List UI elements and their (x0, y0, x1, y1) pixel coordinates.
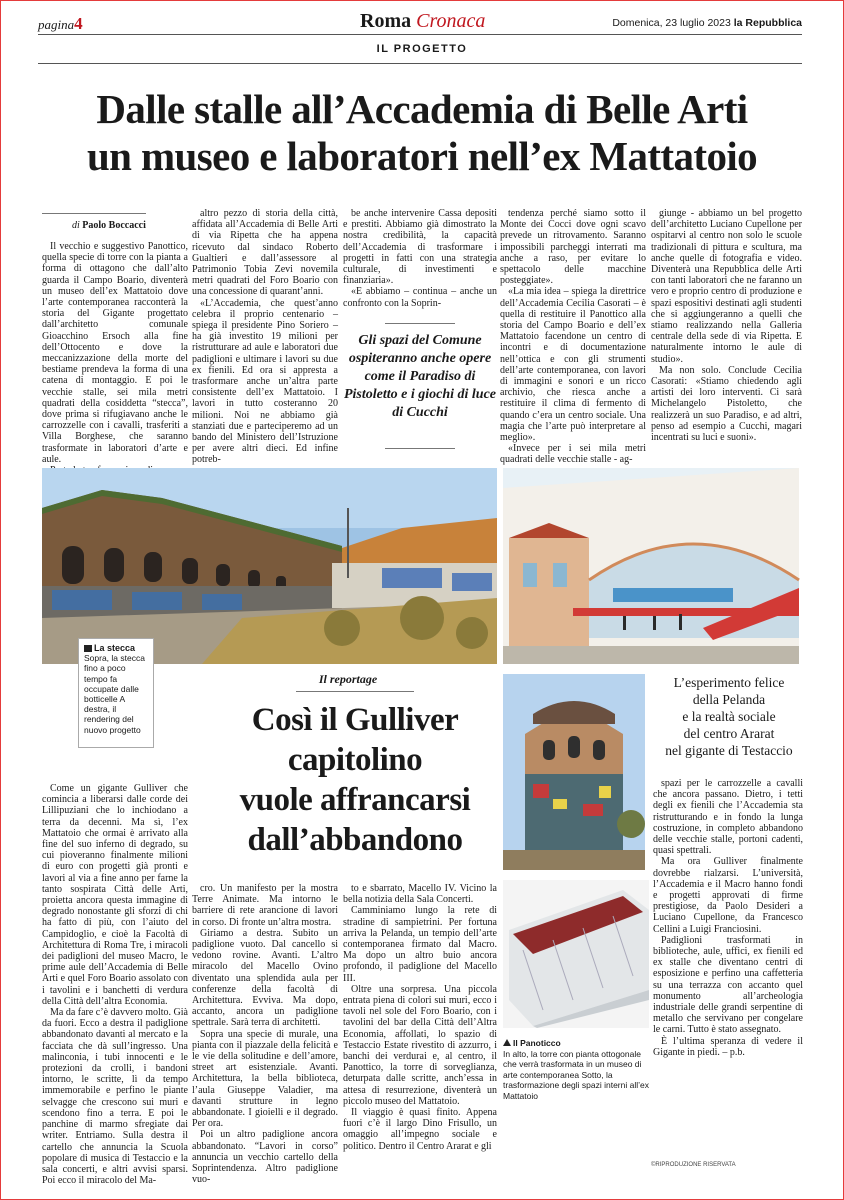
headline-line-1: Dalle stalle all’Accademia di Belle Arti (96, 86, 748, 132)
article1-col5: giunge - abbiamo un bel progetto dell’architetto Luciano Cupellone per ospitarvi al centro non solo le scuole tradizionali di pittura e scultura, ma anche quelle di fotografia e video. Diventerà una Repubblica delle Arti con tanti laboratori che ne faranno un vero e proprio centro di produzione e spazi espositivi destinati agli studenti che si aggiungeranno a quelli che stiamo realizzando nella Galleria centrale della sede di via Ripetta. E naturalmente intorno le aule di studio». Ma non solo. Conclude Cecilia Casorati: «Stiamo chiedendo agli artisti dei loro interventi. Ci sarà Michelangelo Pistoletto, che realizzerà un suo Paradiso, e ad altri, penso ad esempio a Cucchi, magari incentrati su luci e suoni». (651, 208, 802, 444)
byline (72, 220, 212, 231)
side-title-line-4: del centro Ararat (683, 726, 775, 741)
side-title (650, 674, 808, 759)
page-digit: 4 (74, 14, 83, 33)
reportage-title-line-4: dall’abbandono (247, 822, 463, 858)
copyright-note: ©RIPRODUZIONE RISERVATA (651, 1162, 736, 1168)
photo-stecca (42, 468, 497, 664)
side-title-line-3: e la realtà sociale (682, 709, 776, 724)
caption-panottico-text: In alto, la torre con pianta ottogonale che verrà trasformata in un museo di arte contemporanea Sotto, la trasformazione degli spazi interni all’ex Mattatoio (503, 1048, 649, 1101)
side-title-line-2: della Pelanda (692, 692, 766, 707)
article1-col1: Il vecchio e suggestivo Panottico, quella specie di torre con la pianta a forma di ottagono che dall’alto guarda il Campo Boario, diventerà un museo dell’ex Mattatoio dove l’arte contemporanea racconterà la storia del Gigante progettato dall’architetto comunale Gioacchino Ersoch alla fine dell’Ottocento e dove la meccanizzazione della morte del bestiame prendeva la forma di una catena di montaggio. E poi le vecchie stalle, sei mila metri quadrati della cosiddetta “stecca”, dove prima si rifugiavano anche le carrozzelle con i cavalli, trasferiti a Villa Borghese, che saranno trasformate in laboratori d’arte e aule. (42, 241, 188, 465)
render-interior (503, 880, 649, 1028)
article1-col3: be anche intervenire Cassa depositi e prestiti. Abbiamo già dimostrato la nostra credibilità, la capacità dell’Accademia di trasformare i progetti in fatti con una strategia culturale, di investimenti e finanziaria». «E abbiamo – continua – anche un confronto con la Soprin- (343, 208, 497, 309)
quote-rule-bottom (385, 448, 455, 449)
section-title (360, 10, 485, 33)
side-title-line-1: L’esperimento felice (673, 675, 785, 690)
article1-col4: tendenza perché siamo sotto il Monte dei Cocci dove ogni scavo prevede un ritrovamento. Saranno impossibili parcheggi interrati ma anche a raso, per evitare lo spettacolo delle macchine posteggiate». «La mia idea – spiega la direttrice dell’Accademia Cecilia Casorati – è quella di restituire il Panottico alla storia del Campo Boario e dell’ex Mattatoio facendone un centro di incontri e di documentazione nell’ottica e con gli strumenti dell’arte contemporanea, con lavori di immagini e sonori e un ricco archivio, che riesca anche a restituire il clima di fermento di quando c’era un centro sociale. Una magia che l’arte può interpretare al meglio». «Invece per i sei mila metri quadrati delle vecchie stalle - ag- (500, 208, 646, 466)
camera-icon (84, 645, 92, 652)
stecca-render-image (503, 468, 799, 664)
reportage-title-line-1: Così il Gulliver (251, 702, 459, 738)
header-rule (38, 34, 802, 35)
article2-col3: to e sbarrato, Macello IV. Vicino la bella notizia della Sala Concerti. Camminiamo lungo la rete di stradine di sampietrini. Per fortuna arriva la Pelanda, un tempio dell’arte contemporanea firmato dal Macro. Ma dopo un altro buio ancora profondo, il padiglione del Macello III. Oltre una sorpresa. Una piccola entrata piena di colori sui muri, ecco i tavoli nel sole del Foro Boario, con i tavolini del bar della Città dell’Altra Economia, affollati, lo spazio di Testaccio Estate rivestito di azzurro, i banchi dei verdurai e, al centro, il Panottico, la torre di sorveglianza, deturpata dalle scritte, anch’essa in attesa di resurrezione, diventerà un piccolo museo del Mattatoio. Il viaggio è quasi finito. Appena fuori c’è il largo Dino Frisullo, un omaggio all’impegno sociale e politico. Dentro il Centro Ararat e gli (343, 883, 497, 1152)
page-number (38, 14, 83, 34)
kicker: IL PROGETTO (376, 43, 468, 55)
reportage-title-line-3: vuole affrancarsi (239, 782, 471, 818)
article2-col2: cro. Un manifesto per la mostra Terre Animate. Ma intorno le barriere di rete arancione di lavori in corso. Di fronte un’altra mostra. Giriamo a destra. Subito un padiglione vuoto. Dal cancello si vedono rovine. Avanti. L’altro miracolo del Macello Ovino diventato una splendida aula per conferenze della facoltà di Architettura. Evviva. Ma dopo, accanto, ancora un padiglione spettrale. Sarà terra di architetti. Sopra una specie di murale, una pianta con il piazzale della felicità e le vie della solitudine e dell’amore, street art esistenziale. Avanti. Architettura, la bella biblioteca, l’aula Giuseppe Valadier, ma davanti strutture in legno abbandonate. I gioielli e il degrado. Per ora. Poi un altro padiglione ancora abbandonato. “Lavori in corso” annuncia un vecchio cartello della Soprintendenza. Altro padiglione vuo- (192, 883, 338, 1186)
section-name: Roma (360, 10, 412, 32)
interior-render-image (503, 880, 649, 1028)
caption-stecca (78, 638, 154, 748)
byline-rule (42, 213, 146, 214)
reportage-title (210, 700, 500, 860)
panottico-photo-image (503, 674, 645, 870)
issue-date: Domenica, 23 luglio 2023 (612, 17, 731, 29)
kicker-rule (38, 63, 802, 64)
photo-panottico (503, 674, 645, 870)
caption-stecca-title: La stecca (94, 643, 136, 653)
byline-author: Paolo Boccacci (82, 220, 146, 231)
headline-line-2: un museo e laboratori nell’ex Mattatoio (86, 133, 758, 179)
article2-col4: spazi per le carrozzelle a cavalli che ancora passano. Dietro, i tetti degli ex fienili che l’Accademia sta ristrutturando e in fondo la lunga costruzione, in completo abbandono delle vecchie stalle, portoni cadenti, quasi spettrali. Ma ora Gulliver finalmente dovrebbe rialzarsi. L’università, l’Accademia e il Macro hanno fondi e progetti approvati di firme prestigiose, da Paolo Desideri a Luciano Cupellone, da Francesco Cellini a Luigi Franciosini. Padiglioni trasformati in biblioteche, aule, uffici, ex fienili ed ex stalle che diventano centri di esposizione e perfino una caffetteria su una terrazza con accanto quel monumento all’archeologia industriale delle grandi serpentine di metallo che servivano per congelare le carni. Tutto è stato assegnato. È l’ultima speranza di vedere il Gigante in piedi. – p.b. (653, 778, 803, 1058)
stecca-photo-image (42, 468, 497, 664)
caption-panottico (503, 1038, 649, 1101)
subsection-name: Cronaca (416, 10, 486, 32)
article2-col1: Come un gigante Gulliver che comincia a liberarsi dalle corde dei Lillipuziani che lo inchiodano a terra da decenni. Ma sì, l’ex Mattatoio che ormai è arrivato alla fine del suo inferno di degrado, su cui pioveranno finalmente milioni di euro con progetti già pronti e lavori al via a fine anno per farne la tanto sospirata Città delle Arti, proietta ancora questa immagine di degrado nonostante gli sforzi di chi ha fatto di più, con l’aiuto del Campidoglio, e cioè la Facoltà di Architettura di Roma Tre, i miracoli dei padiglioni del museo Macro, le prime aule dell’Accademia di Belle Arti e quel Foro Boario assolato con i tavolini e i banchetti di verdura della Città dell’altra Economia. Ma da fare c’è davvero molto. Già da fuori. Ecco a destra il padiglione abbandonato davanti al mercato e la facciata che dà sull’ingresso. Una malinconia, i tubi innocenti e le protezioni da crolli, i bandoni intorno, le scritte, lì da tempo immemorabile e perfino le piante selvagge che crescono sui muri e scendono fino a terra. E poi le panchine di marmo sfregiate dai writer. Entriamo. Sulla destra il cartello che annuncia la Scuola popolare di musica di Testaccio e la sala concerti, e altri avvisi sparsi. Poi ecco il miracolo del Ma- (42, 783, 188, 1187)
caption-panottico-title: Il Panoticco (513, 1038, 561, 1048)
paper-name: la Repubblica (733, 17, 802, 29)
reportage-title-line-2: capitolino (287, 742, 423, 778)
reportage-rule (296, 691, 414, 692)
quote-rule-top (385, 323, 455, 324)
caption-stecca-text: Sopra, la stecca fino a poco tempo fa occupate dalle botticelle A destra, il rendering del nuovo progetto (84, 653, 145, 735)
reportage-kicker: Il reportage (318, 672, 378, 686)
triangle-icon (503, 1039, 511, 1046)
page-prefix: pagina (38, 17, 75, 32)
byline-prefix: di (72, 220, 80, 231)
pull-quote: Gli spazi del Comune ospiteranno anche opere come il Paradiso di Pistoletto e i giochi di luce di Cucchi (343, 333, 497, 420)
render-stecca (503, 468, 799, 664)
main-headline (38, 86, 806, 180)
side-title-line-5: nel gigante di Testaccio (665, 743, 793, 758)
article1-col2: altro pezzo di storia della città, affidata all’Accademia di Belle Arti di via Ripetta che ha appena ricevuto dal sindaco Roberto Gualtieri e dall’assessore al Patrimonio Tobia Zevi novemila metri quadrati del Foro Boario con una concessione di quarant’anni. «L’Accademia, che quest’anno celebra il proprio centenario – spiega il presidente Pino Soriero – ha già investito 19 milioni per ristrutturare ad aule e laboratori due padiglioni e ultimare i lavori su due ex fienili. Ed ora si appresta a trasformare anche un’altra parte consistente dell’ex Mattatoio. I lavori in tutto costeranno 20 milioni. Noi ne abbiamo già stanziati due e parteciperemo ad un bando del Ministero dell’Istruzione per avere altri dieci. Ed infine potreb- (192, 208, 338, 466)
date-line (612, 17, 802, 29)
